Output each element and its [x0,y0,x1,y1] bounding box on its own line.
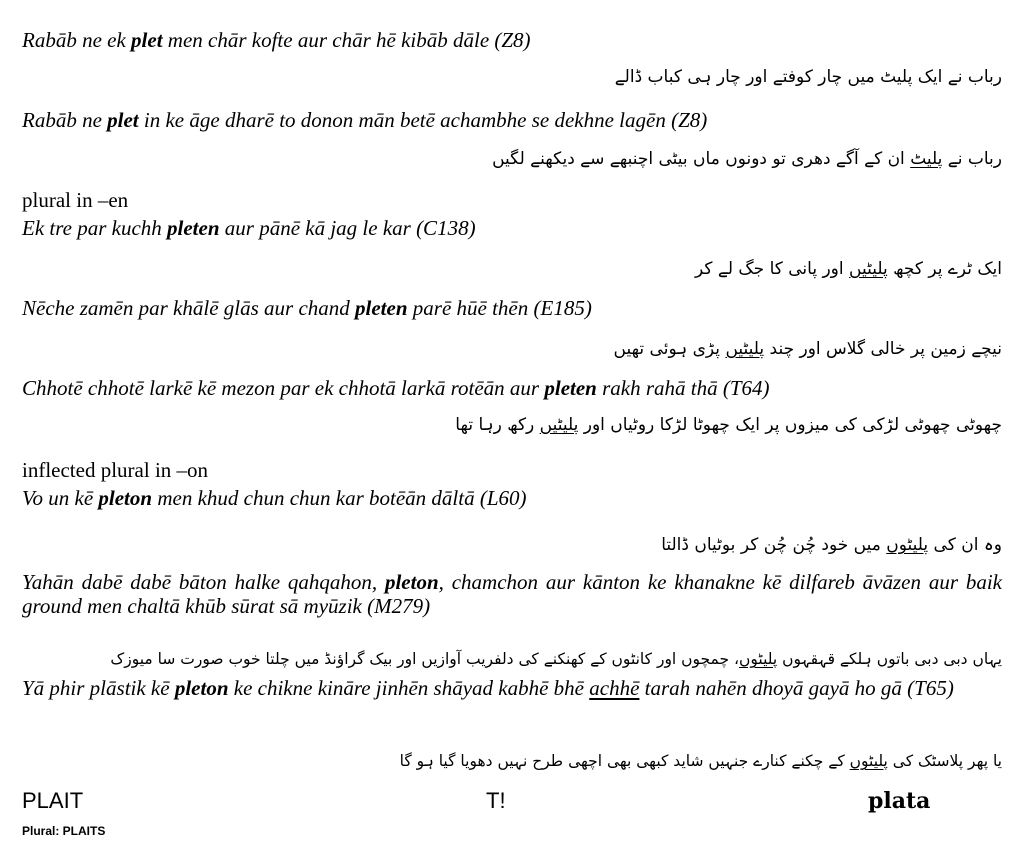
urdu-example-1: رباب نے ایک پلیٹ میں چار کوفتے اور چار ہی کباب ڈالے [614,67,1002,87]
romanized-example-7: Yahān dabē dabē bāton halke qahqahon, pleton, chamchon aur kānton ke khanakne kē dilfareb āvāzen aur baik ground men chaltā khūb sūrat sā myūzik (M279) [22,570,1002,618]
urdu-example-7: یہاں دبی دبی باتوں ہلکے قہقہوں پلیٹوں، چمچوں اور کانٹوں کے کھنکنے کی دلفریب آوازیں اور بیک گراؤنڈ میں چلتا خوب صورت سا میوزک [110,650,1002,668]
romanized-example-4: Nēche zamēn par khālē glās aur chand pleten parē hūē thēn (E185) [22,296,592,320]
urdu-example-2: رباب نے پلیٹ ان کے آگے دھری تو دونوں ماں بیٹی اچنبھے سے دیکھنے لگیں [492,149,1002,169]
section-label-inflected-plural-on: inflected plural in –on [22,458,209,482]
etymon: plata [868,788,931,814]
romanized-example-2: Rabāb ne plet in ke āge dharē to donon mān betē achambhe se dekhne lagēn (Z8) [22,108,708,132]
romanized-example-3: Ek tre par kuchh pleten aur pānē kā jag le kar (C138) [22,216,476,240]
plural-form: Plural: PLAITS [22,824,106,838]
urdu-example-3: ایک ٹرے پر کچھ پلیٹیں اور پانی کا جگ لے کر [695,259,1002,279]
urdu-example-4: نیچے زمین پر خالی گلاس اور چند پلیٹیں پڑی ہوئی تھیں [613,339,1002,359]
headword: PLAIT [22,788,84,813]
urdu-example-6: وہ ان کی پلیٹوں میں خود چُن چُن کر بوٹیاں ڈالتا [661,535,1002,555]
romanized-example-8: Yā phir plāstik kē pleton ke chikne kināre jinhēn shāyad kabhē bhē achhē tarah nahēn dhoyā gayā ho gā (T65) [22,676,954,700]
urdu-example-5: چھوٹی چھوٹی لڑکی کی میزوں پر ایک چھوٹا لڑکا روٹیاں اور پلیٹیں رکھ رہا تھا [455,415,1002,435]
section-label-plural-en: plural in –en [22,188,129,212]
romanized-example-5: Chhotē chhotē larkē kē mezon par ek chhotā larkā rotēān aur pleten rakh rahā thā (T64) [22,376,770,400]
usage-mark: T! [486,788,506,813]
romanized-example-6: Vo un kē pleton men khud chun chun kar botēān dāltā (L60) [22,486,527,510]
romanized-example-1: Rabāb ne ek plet men chār kofte aur chār hē kibāb dāle (Z8) [22,28,531,52]
urdu-example-8: یا پھر پلاسٹک کی پلیٹوں کے چکنے کنارے جنہیں شاید کبھی بھی اچھی طرح نہیں دھویا گیا ہو گا [399,752,1002,770]
